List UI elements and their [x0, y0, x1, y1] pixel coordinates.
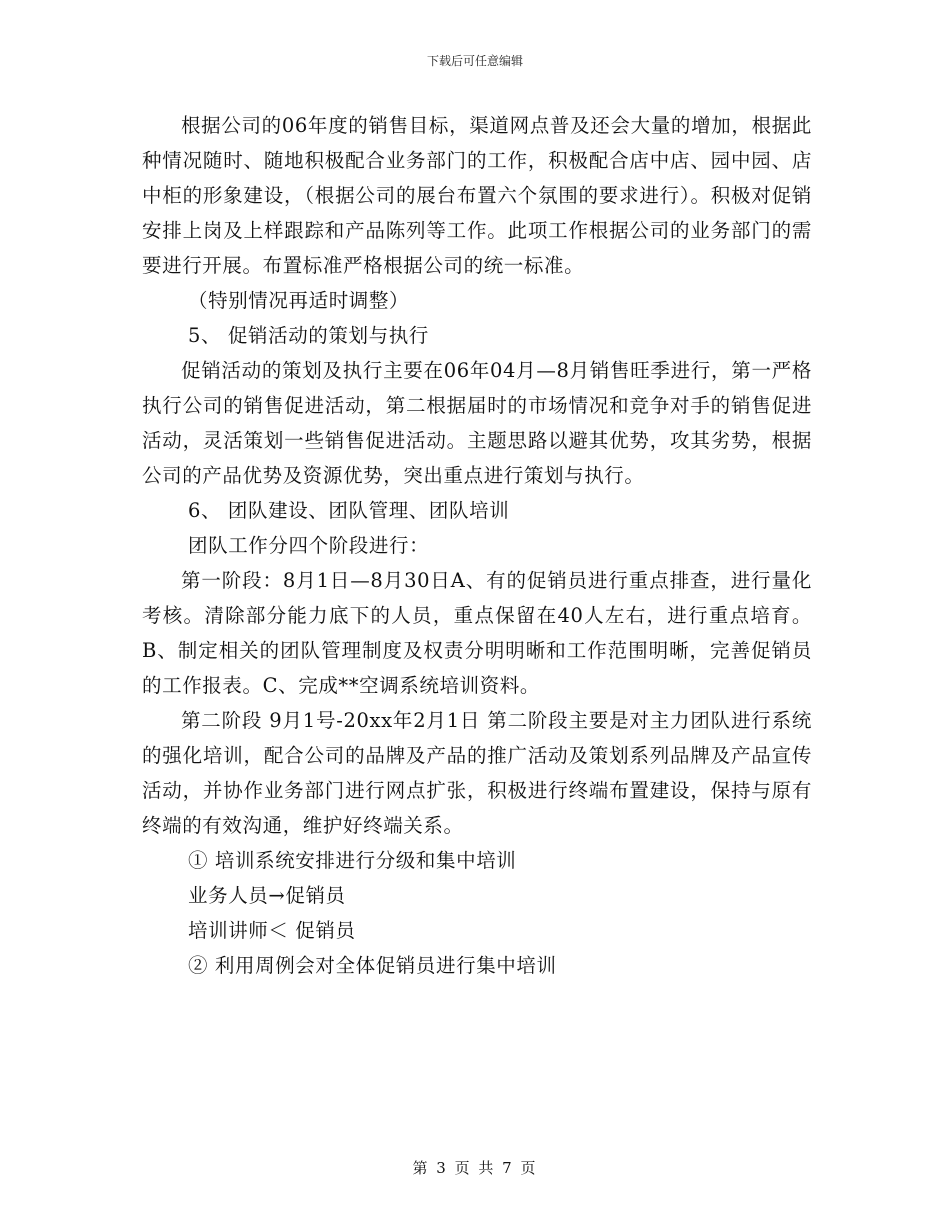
- note-special-adjustment: （特别情况再适时调整）: [188, 289, 410, 312]
- list-item-trainer: 培训讲师＜ 促销员: [188, 919, 356, 942]
- section-heading-5: 5、 促销活动的策划与执行: [188, 324, 429, 347]
- page-header: 下载后可任意编辑: [426, 54, 523, 68]
- paragraph-phase-one: 第一阶段：8月1日—8月30日A、有的促销员进行重点排查，进行量化考核。清除部分能力底下的人员，重点保留在40人左右，进行重点培育。B、制定相关的团队管理制度及权责分明明晰和工作范围明晰，完善促销员的工作报表。C、完成**空调系统培训资料。: [142, 569, 812, 697]
- paragraph-channel-targets: 根据公司的06年度的销售目标，渠道网点普及还会大量的增加，根据此种情况随时、随地积极配合业务部门的工作，积极配合店中店、园中园、店中柜的形象建设，（根据公司的展台布置六个氛围的要求进行）。积极对促销安排上岗及上样跟踪和产品陈列等工作。此项工作根据公司的业务部门的需要进行开展。布置标准严格根据公司的统一标准。: [142, 114, 812, 277]
- page-footer: 第 3 页 共 7 页: [412, 1159, 538, 1177]
- section-heading-6: 6、 团队建设、团队管理、团队培训: [188, 499, 510, 522]
- list-item-business-staff: 业务人员→促销员: [188, 884, 346, 907]
- paragraph-promotion-planning: 促销活动的策划及执行主要在06年04月—8月销售旺季进行，第一严格执行公司的销售促进活动，第二根据届时的市场情况和竞争对手的销售促进活动，灵活策划一些销售促进活动。主题思路以避其优势，攻其劣势，根据公司的产品优势及资源优势，突出重点进行策划与执行。: [142, 359, 812, 487]
- list-item-weekly-meeting: ② 利用周例会对全体促销员进行集中培训: [188, 954, 557, 977]
- list-item-training-system: ① 培训系统安排进行分级和集中培训: [188, 849, 517, 872]
- document-body: [142, 108, 812, 983]
- paragraph-phase-two: 第二阶段 9月1号-20xx年2月1日 第二阶段主要是对主力团队进行系统的强化培训，配合公司的品牌及产品的推广活动及策划系列品牌及产品宣传活动，并协作业务部门进行网点扩张，积极进行终端布置建设，保持与原有终端的有效沟通，维护好终端关系。: [142, 709, 812, 837]
- paragraph-team-phases: 团队工作分四个阶段进行：: [188, 534, 430, 557]
